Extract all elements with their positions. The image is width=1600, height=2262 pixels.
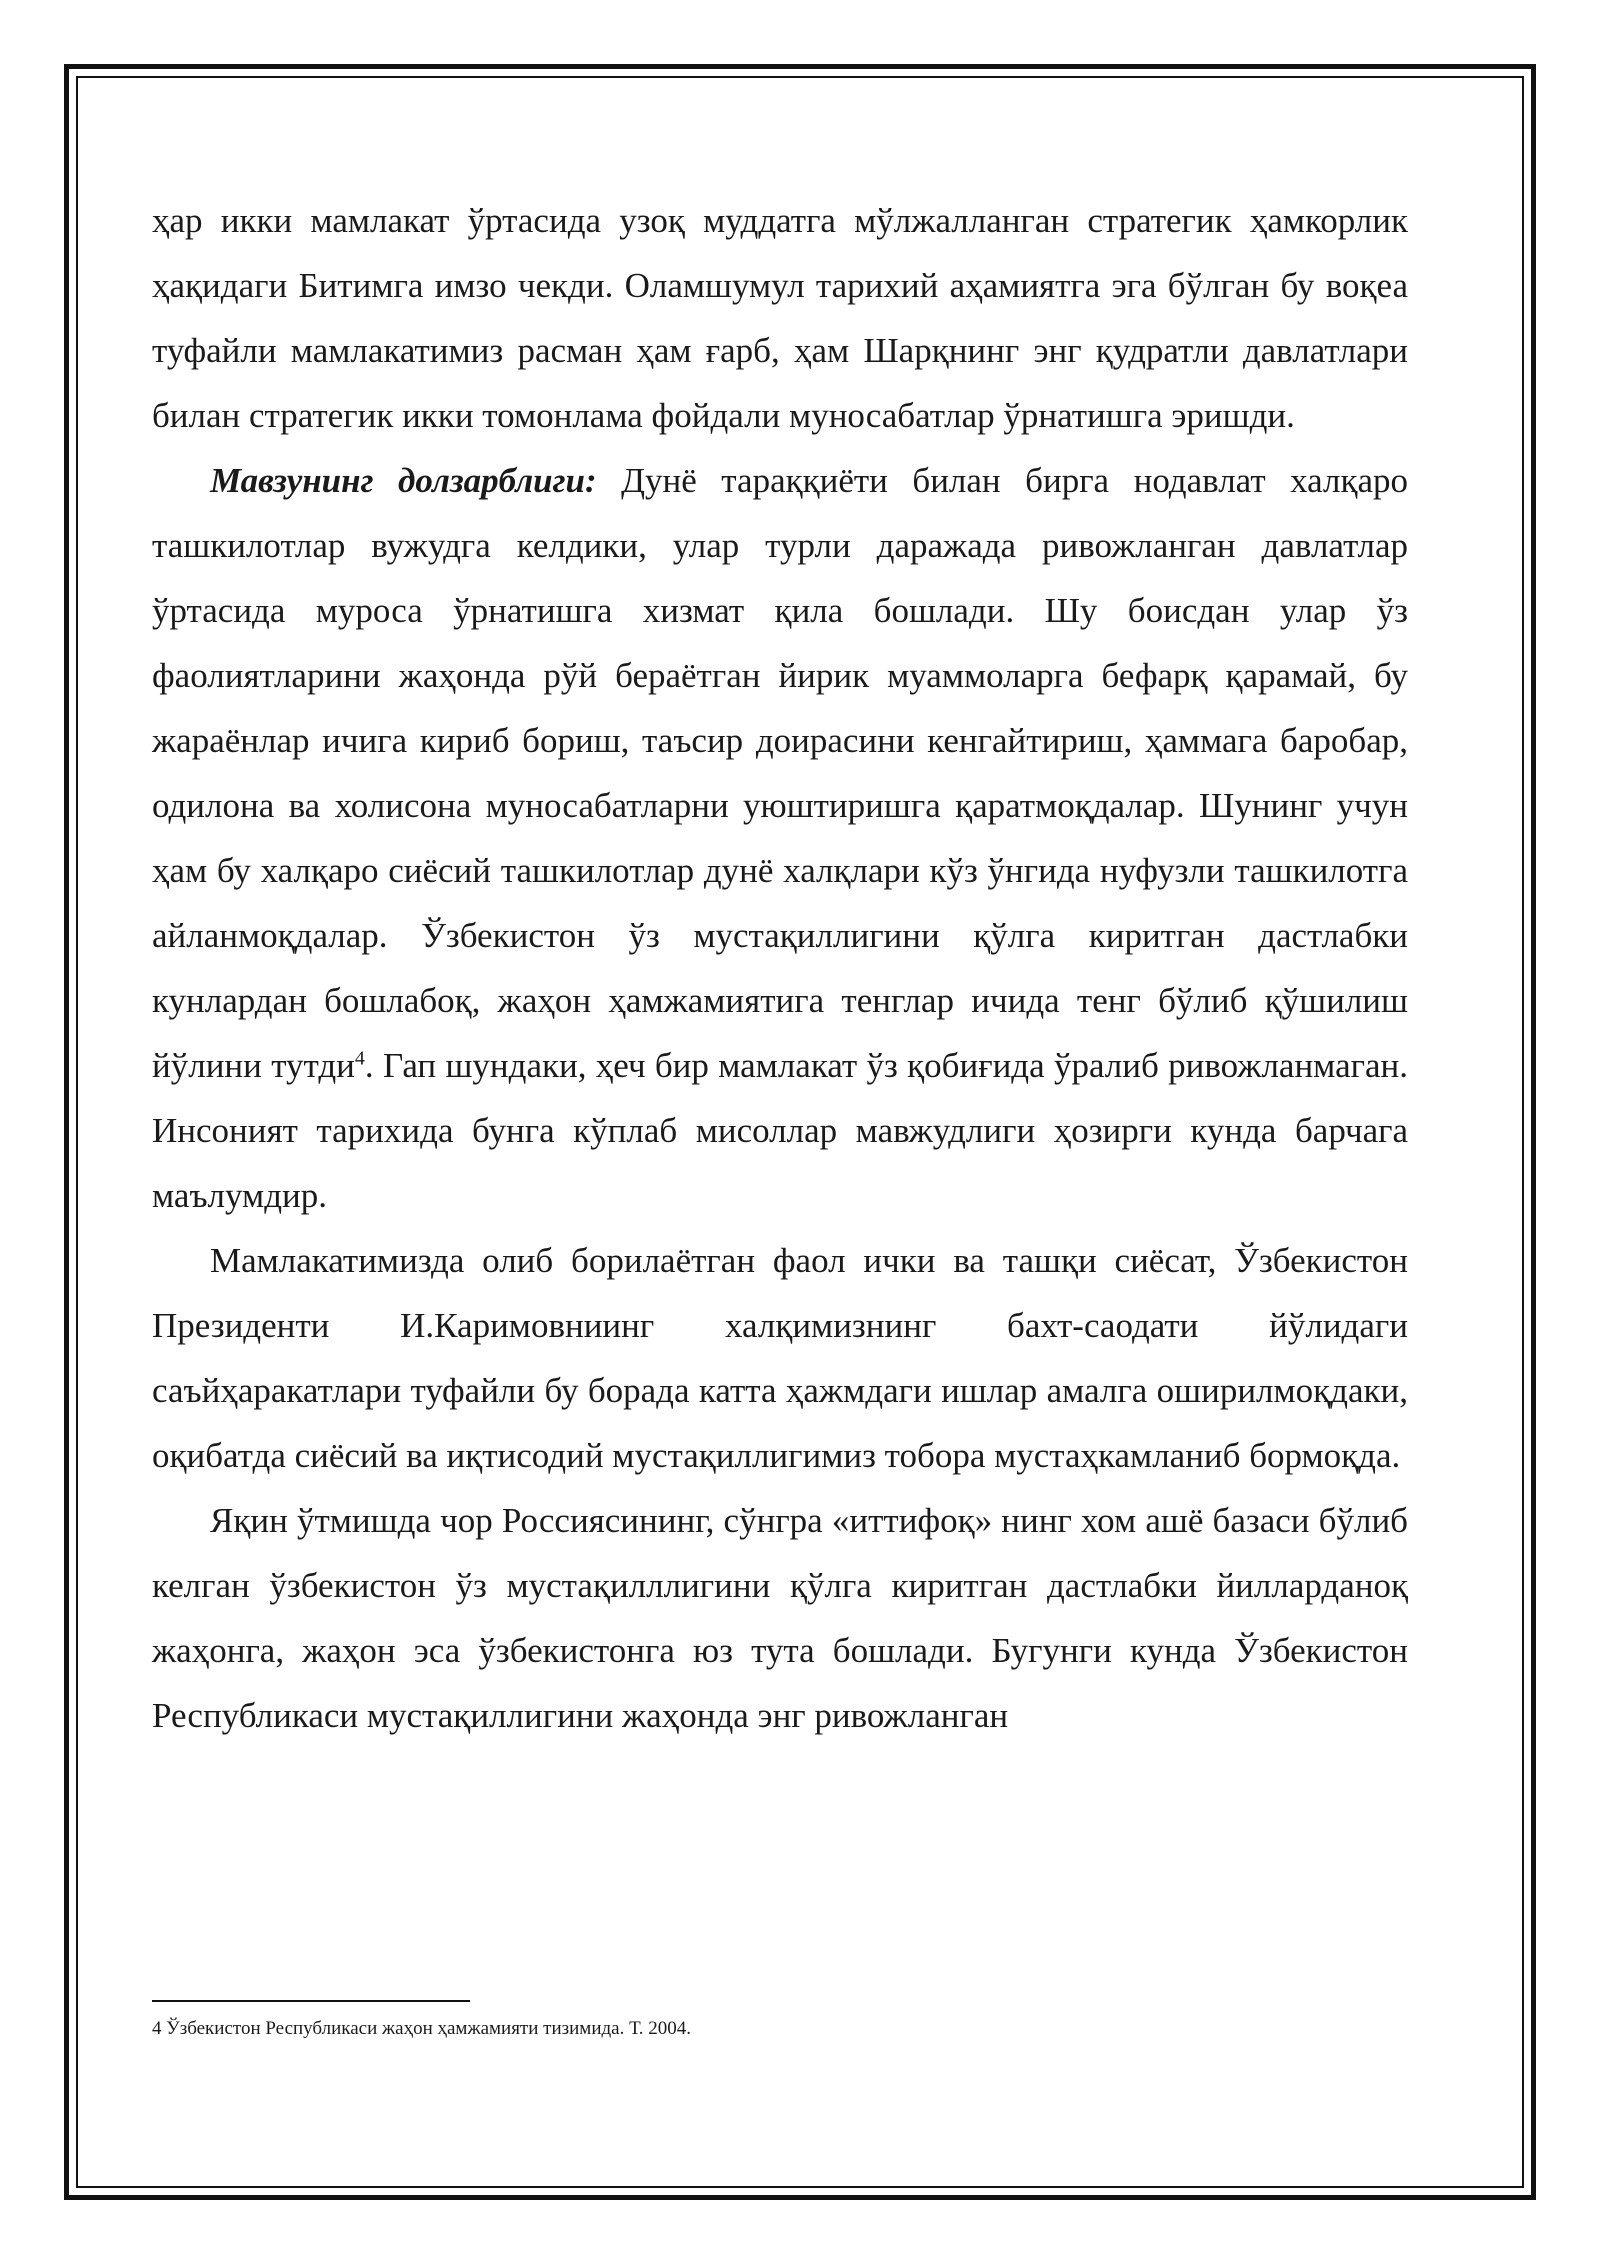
paragraph-text: ҳар икки мамлакат ўртасида узоқ муддатга мўлжалланган стратегик ҳамкорлик ҳақидаги Битимга имзо чекди. Оламшумул тарихий аҳамиятга эга бўлган бу воқеа туфайли мамлакатимиз расман ҳам ғарб, ҳам Шарқнинг энг қудратли давлатлари билан стратегик икки томонлама фойдали муносабатлар ўрнатишга эришди. xyxy=(152,201,1408,435)
paragraph-continuation xyxy=(152,188,1408,448)
paragraph-policy xyxy=(152,1228,1408,1488)
paragraph-text: Яқин ўтмишда чор Россиясининг, сўнгра «иттифоқ» нинг хом ашё базаси бўлиб келган ўзбекистон ўз мустақилллигини қўлга киритган дастлабки йилларданоқ жаҳонга, жаҳон эса ўзбекистонга юз тута бошлади. Бугунги кунда Ўзбекистон Республикаси мустақиллигини жаҳонда энг ривожланган xyxy=(152,1501,1408,1735)
paragraph-text: . Гап шундаки, ҳеч бир мамлакат ўз қобиғида ўралиб ривожланмаган. Инсоният тарихида бунга кўплаб мисоллар мавжудлиги ҳозирги кунда барчага маълумдир. xyxy=(152,1046,1408,1215)
footnote-number: 4 xyxy=(152,2018,162,2039)
paragraph-relevance xyxy=(152,448,1408,1228)
footnote-text: Ўзбекистон Республикаси жаҳон ҳамжамияти тизимида. Т. 2004. xyxy=(161,2018,692,2039)
paragraph-text: Мамлакатимизда олиб борилаётган фаол ички ва ташқи сиёсат, Ўзбекистон Президенти И.Каримовниинг халқимизнинг бахт-саодати йўлидаги саъйҳаракатлари туфайли бу борада катта ҳажмдаги ишлар амалга оширилмоқдаки, оқибатда сиёсий ва иқтисодий мустақиллигимиз тобора мустаҳкамланиб бормоқда. xyxy=(152,1241,1408,1475)
page-body xyxy=(152,188,1408,1748)
footnote-reference[interactable]: 4 xyxy=(354,1047,365,1070)
footnote-separator xyxy=(152,2000,470,2002)
footnote xyxy=(152,2016,691,2042)
topic-label: Мавзунинг долзарблиги: xyxy=(210,461,597,500)
paragraph-text: Дунё тараққиёти билан бирга нодавлат халқаро ташкилотлар вужудга келдики, улар турли даражада ривожланган давлатлар ўртасида муроса ўрнатишга хизмат қила бошлади. Шу боисдан улар ўз фаолиятларини жаҳонда рўй бераётган йирик муаммоларга бефарқ қарамай, бу жараёнлар ичига кириб бориш, таъсир доирасини кенгайтириш, ҳаммага баробар, одилона ва холисона муносабатларни уюштиришга қаратмоқдалар. Шунинг учун ҳам бу халқаро сиёсий ташкилотлар дунё халқлари кўз ўнгида нуфузли ташкилотга айланмоқдалар. Ўзбекистон ўз мустақиллигини қўлга киритган дастлабки кунлардан бошлабоқ, жаҳон ҳамжамиятига тенглар ичида тенг бўлиб қўшилиш йўлини тутди xyxy=(152,461,1408,1085)
paragraph-history xyxy=(152,1488,1408,1748)
